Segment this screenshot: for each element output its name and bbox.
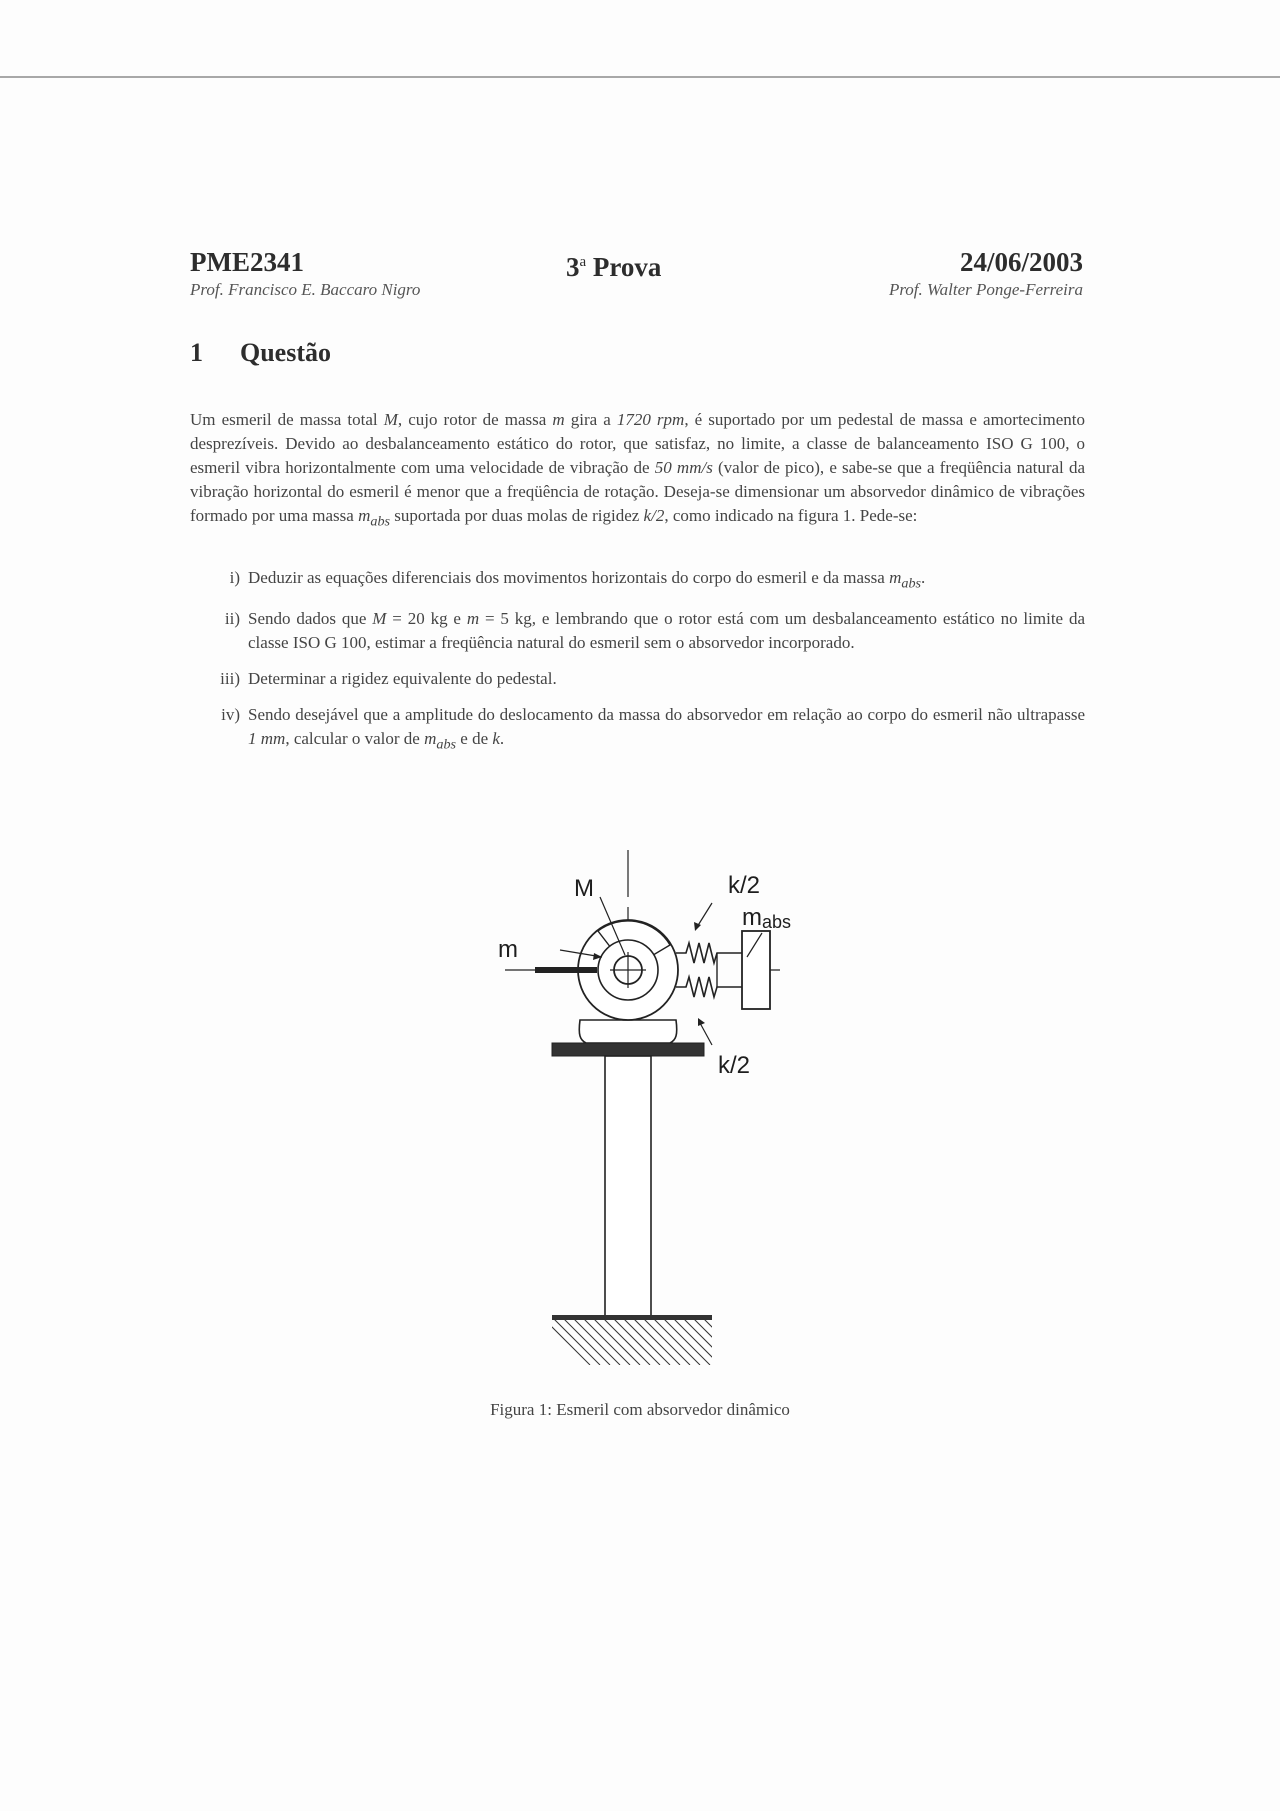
question-item-iii	[190, 667, 1085, 691]
mounting-plate	[552, 1043, 704, 1056]
exam-number: 3	[566, 252, 580, 282]
item-text: Sendo dados que M = 20 kg e m = 5 kg, e lembrando que o rotor está com um desbalanceamento estático no limite da classe ISO G 100, estimar a freqüência natural do esmeril sem o absorvedor incorporado.	[248, 609, 1085, 653]
professor-right: Prof. Walter Ponge-Ferreira	[888, 280, 1083, 299]
var-m: m	[552, 410, 565, 429]
item-marker: iii)	[220, 669, 240, 689]
var-M: M	[383, 410, 398, 429]
item-text: Sendo desejável que a amplitude do deslocamento da massa do absorvedor em relação ao corpo do esmeril não ultrapasse 1 mm, calcular o valor de $m_{abs}$ e de k.	[248, 705, 1085, 753]
item-text: Determinar a rigidez equivalente do pedestal.	[248, 669, 557, 689]
item-marker: ii)	[224, 609, 240, 629]
question-item-i	[190, 566, 1085, 595]
section-title: Questão	[240, 338, 331, 367]
ground-hatching	[540, 1315, 760, 1365]
header-left	[190, 246, 420, 302]
vibration-velocity: 50 mm/s	[654, 458, 713, 477]
label-mabs: mabs	[742, 904, 792, 932]
exam-title	[566, 246, 661, 283]
label-M: M	[574, 875, 594, 902]
label-k-top: k/2	[728, 872, 761, 899]
top-rule	[0, 76, 1280, 78]
label-k-bottom: k/2	[718, 1052, 751, 1079]
rotation-speed: 1720 rpm	[616, 410, 685, 429]
item-text: Deduzir as equações diferenciais dos movimentos horizontais do corpo do esmeril e da massa $m_{abs}$.	[248, 568, 926, 592]
question-item-ii	[190, 607, 1085, 655]
exam-suffix: a	[579, 254, 587, 270]
professor-left: Prof. Francisco E. Baccaro Nigro	[190, 280, 421, 299]
item-marker: iv)	[221, 705, 240, 725]
section-heading	[190, 338, 331, 368]
item-marker: i)	[229, 568, 240, 587]
exam-word: Prova	[592, 252, 662, 282]
course-code: PME2341	[190, 247, 304, 277]
header-right	[889, 246, 1083, 302]
question-item-iv	[190, 703, 1085, 756]
question-list	[190, 566, 1085, 769]
pedestal	[605, 1056, 651, 1318]
section-number: 1	[190, 338, 203, 367]
grinder-base	[579, 1020, 677, 1043]
figure-caption: Figura 1: Esmeril com absorvedor dinâmico	[490, 1400, 790, 1419]
grinder-absorber-figure	[480, 845, 800, 1365]
exam-date: 24/06/2003	[959, 247, 1083, 277]
var-mabs: m	[358, 506, 371, 525]
leader-k-bottom	[700, 1023, 712, 1045]
tool-rest	[535, 967, 597, 973]
var-k-half: k/2	[643, 506, 665, 525]
header-center	[566, 246, 661, 283]
leader-k-top	[697, 903, 712, 927]
label-m: m	[498, 936, 518, 963]
problem-statement: Um esmeril de massa total M, cujo rotor de massa m gira a 1720 rpm, é suportado por um pedestal de massa e amortecimento desprezíveis. Devido ao desbalanceamento estático do rotor, que satisfaz, no limite, a classe de balanceamento ISO G 100, o esmeril vibra horizontalmente com uma velocidade de vibração de 50 mm/s (valor de pico), e sabe-se que a freqüência natural da vibração horizontal do esmeril é menor que a freqüência de rotação. Deseja-se dimensionar um absorvedor dinâmico de vibrações formado por uma massa $m_{abs}$ suportada por duas molas de rigidez k/2, como indicado na figura 1. Pede-se:	[190, 410, 1085, 530]
spring-bottom	[676, 977, 742, 997]
spring-top	[676, 943, 742, 963]
